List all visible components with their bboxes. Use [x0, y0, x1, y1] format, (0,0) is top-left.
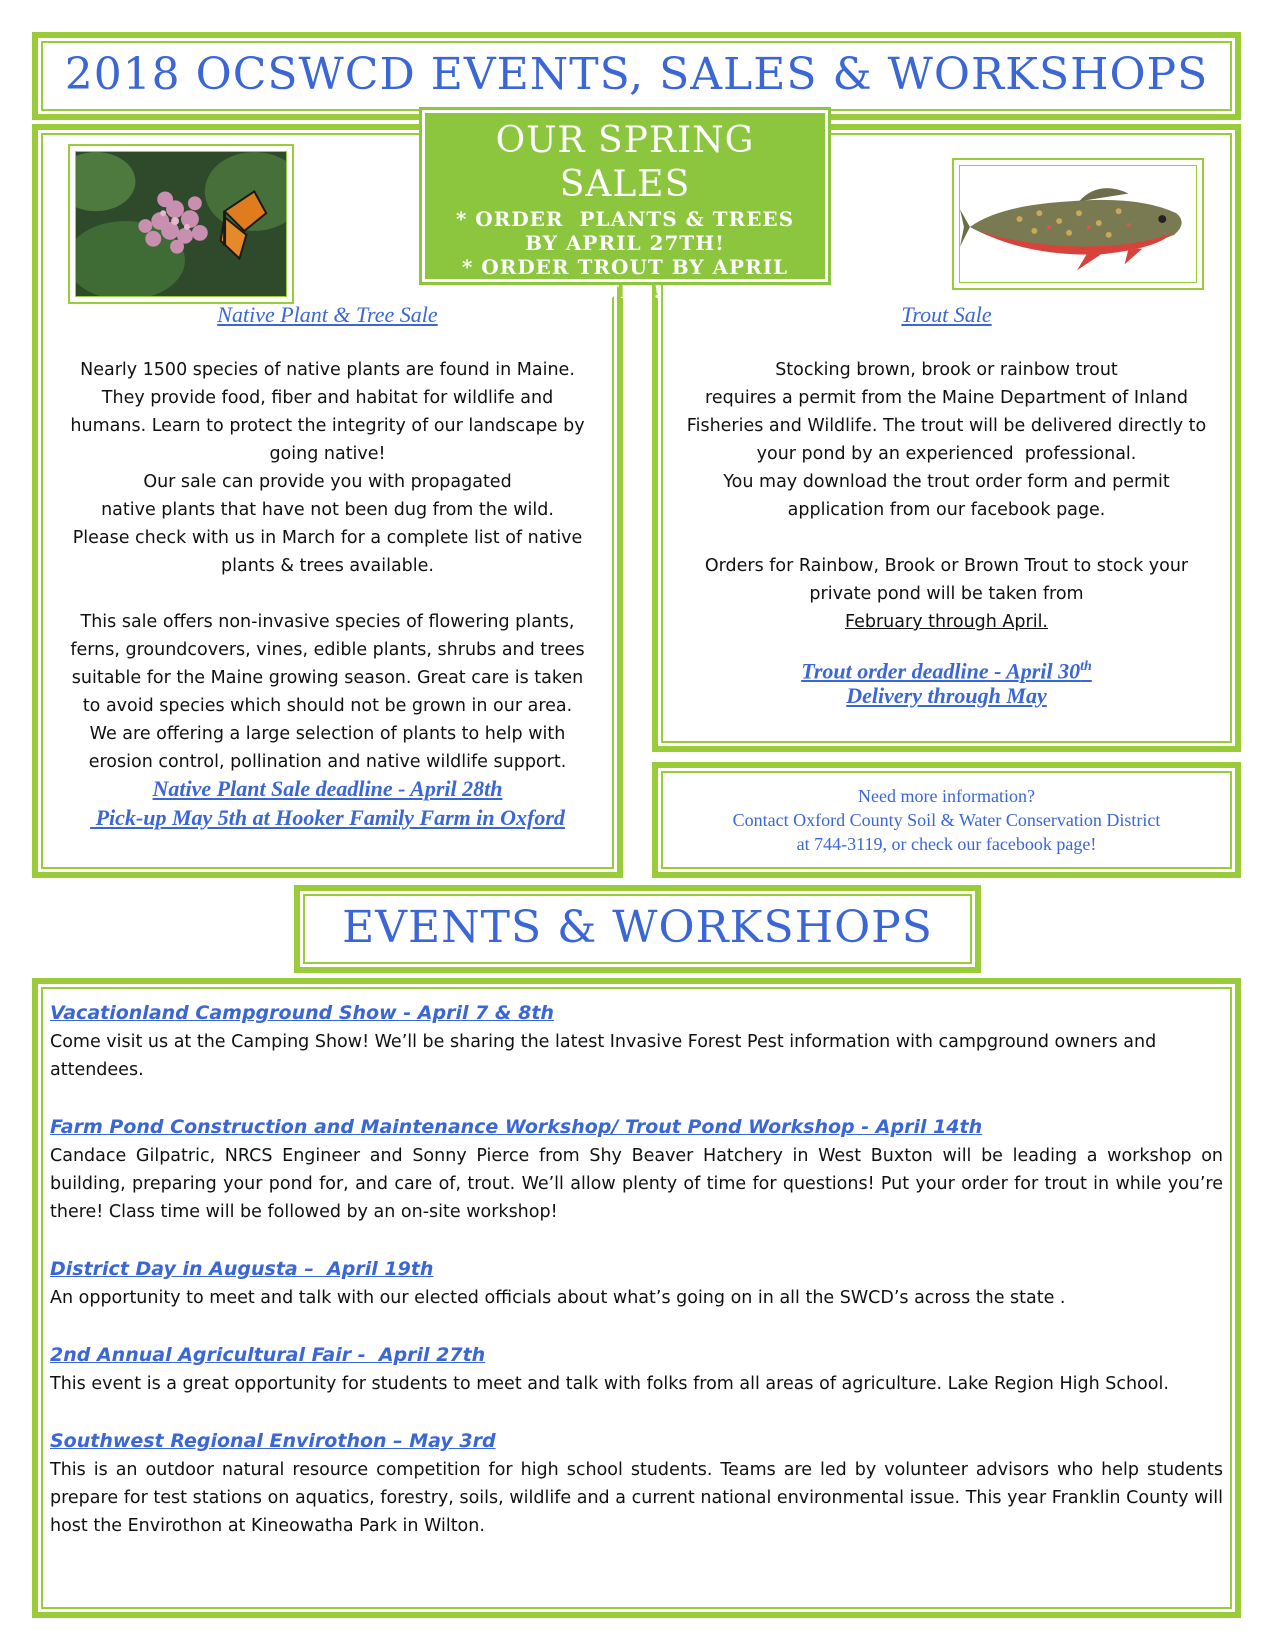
text-line: Our sale can provide you with propagated — [143, 472, 512, 492]
event-title: Farm Pond Construction and Maintenance Workshop/ Trout Pond Workshop - April 14th — [50, 1116, 983, 1138]
text-line: Please check with us in March for a complete list of native — [72, 528, 583, 548]
milkweed-photo-frame — [68, 144, 294, 304]
event-description: This is an outdoor natural resource competition for high school students. Teams are led by volunteer advisors who help students prepare for test stations on aquatics, forestry, soils, wildlife and a current national environmental issue. This year Franklin County will host the Envirothon at Kineowatha Park in Wilton. — [50, 1460, 1223, 1536]
event-item — [50, 1426, 1223, 1540]
text-line: Orders for Rainbow, Brook or Brown Trout to stock your — [704, 556, 1189, 576]
text-line: You may download the trout order form and permit — [723, 472, 1170, 492]
event-title: Vacationland Campground Show - April 7 & 8th — [50, 1002, 554, 1024]
trout-deadline-sup: th — [1080, 659, 1092, 674]
text-line: requires a permit from the Maine Department of Inland — [705, 388, 1188, 408]
text-line: to avoid species which should not be grown in our area. — [82, 696, 573, 716]
trout-image — [959, 165, 1197, 283]
event-title: Southwest Regional Envirothon – May 3rd — [50, 1430, 496, 1452]
plant-sale-deadline: Native Plant Sale deadline - April 28th — [152, 776, 503, 801]
text-line: We are offering a large selection of plants to help with — [89, 724, 566, 744]
info-line: Contact Oxford County Soil & Water Conservation District — [732, 810, 1161, 830]
trout-sale-heading: Trout Sale — [901, 302, 992, 327]
event-title: District Day in Augusta – April 19th — [50, 1258, 434, 1280]
spring-sales-callout — [422, 110, 828, 303]
info-line: Need more information? — [858, 786, 1035, 806]
spring-sales-line: * ORDER PLANTS & TREES — [455, 207, 795, 231]
event-item — [50, 1112, 1223, 1226]
trout-deadline-text: Trout order deadline - April 30 — [801, 658, 1081, 684]
plant-sale-paragraph-1 — [48, 356, 607, 580]
events-header-frame — [294, 885, 981, 973]
text-line: This sale offers non-invasive species of flowering plants, — [80, 612, 575, 632]
page-title: 2018 OCSWCD EVENTS, SALES & WORKSHOPS — [64, 49, 1209, 100]
event-description: Candace Gilpatric, NRCS Engineer and Sonny Pierce from Shy Beaver Hatchery in West Buxton will be leading a workshop on building, preparing your pond for, and care of, trout. We’ll allow plenty of time for questions! Put your order for trout in while you’re there! Class time will be followed by an on-site workshop! — [50, 1146, 1223, 1222]
milkweed-butterfly-image — [75, 151, 287, 297]
text-line: humans. Learn to protect the integrity of our landscape by — [70, 416, 585, 436]
spring-sales-line: BY APRIL 27TH! — [525, 231, 725, 255]
trout-sale-paragraph-2 — [664, 552, 1229, 636]
spring-sales-line: * ORDER TROUT BY APRIL — [461, 255, 789, 279]
text-line: Stocking brown, brook or rainbow trout — [775, 360, 1118, 380]
text-line: application from our facebook page. — [787, 500, 1106, 520]
text-line: plants & trees available. — [221, 556, 434, 576]
text-line: private pond will be taken from — [809, 584, 1084, 604]
spring-sales-title: OUR SPRING SALES — [495, 120, 755, 205]
event-description: Come visit us at the Camping Show! We’ll be sharing the latest Invasive Forest Pest information with campground owners and attendees. — [50, 1032, 1157, 1080]
text-line: erosion control, pollination and native wildlife support. — [88, 752, 567, 772]
info-text — [658, 784, 1235, 856]
events-title: EVENTS & WORKSHOPS — [342, 902, 933, 953]
text-line: ferns, groundcovers, vines, edible plants, shrubs and trees — [70, 640, 585, 660]
text-line: suitable for the Maine growing season. Great care is taken — [71, 668, 584, 688]
trout-delivery: Delivery through May — [846, 683, 1047, 708]
event-item — [50, 998, 1223, 1084]
event-description: This event is a great opportunity for students to meet and talk with folks from all areas of agriculture. Lake Region High School. — [50, 1374, 1169, 1394]
info-frame — [652, 762, 1241, 878]
plant-sale-pickup: Pick-up May 5th at Hooker Family Farm in Oxford — [90, 805, 565, 830]
events-list — [50, 998, 1223, 1568]
text-line: native plants that have not been dug from the wild. — [101, 500, 554, 520]
spring-sales-line: 30TH! — [587, 279, 663, 303]
text-line: Fisheries and Wildlife. The trout will be delivered directly to — [686, 416, 1207, 436]
event-item — [50, 1254, 1223, 1312]
text-line: going native! — [269, 444, 386, 464]
text-line: Nearly 1500 species of native plants are found in Maine. — [80, 360, 575, 380]
plant-sale-paragraph-2 — [48, 608, 607, 776]
trout-order-period: February through April. — [845, 612, 1048, 632]
header-frame — [32, 32, 1241, 120]
event-description: An opportunity to meet and talk with our elected officials about what’s going on in all the SWCD’s across the state . — [50, 1288, 1066, 1308]
events-frame — [32, 978, 1241, 1618]
text-line: They provide food, fiber and habitat for wildlife and — [101, 388, 554, 408]
text-line: your pond by an experienced professional. — [756, 444, 1137, 464]
trout-photo-frame — [952, 158, 1204, 290]
trout-sale-paragraph-1 — [664, 356, 1229, 524]
event-item — [50, 1340, 1223, 1398]
event-title: 2nd Annual Agricultural Fair - April 27th — [50, 1344, 486, 1366]
plant-sale-heading: Native Plant & Tree Sale — [217, 302, 438, 327]
info-line: at 744-3119, or check our facebook page! — [796, 834, 1097, 854]
